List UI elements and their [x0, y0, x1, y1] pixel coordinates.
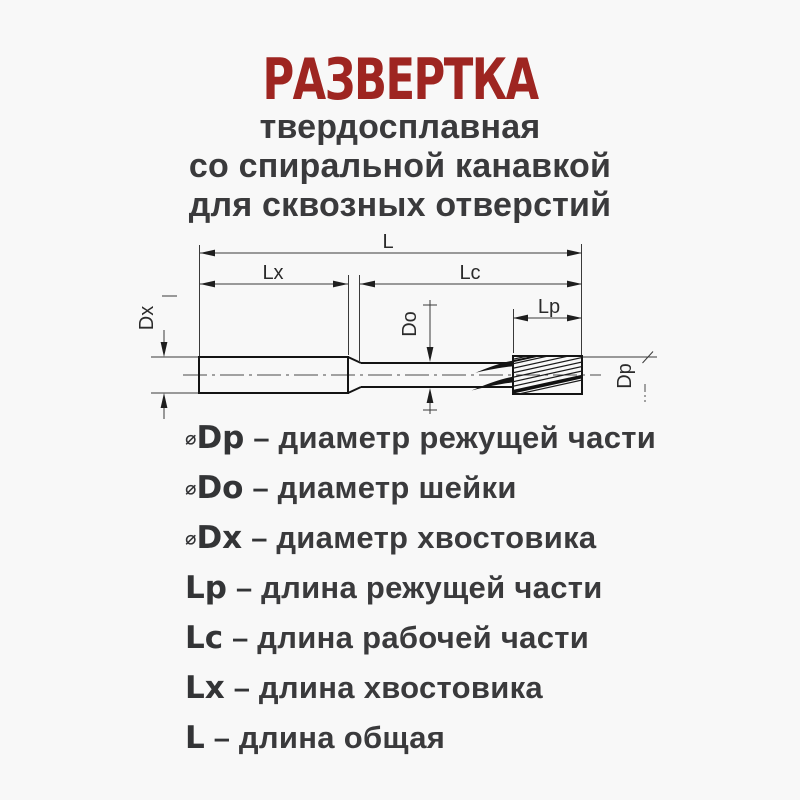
legend-dash: –: [253, 423, 270, 455]
flute-runout-lower: [472, 377, 514, 391]
legend-row-dp: [185, 413, 656, 463]
legend-term: Dx: [196, 520, 243, 556]
dim-label-Lx: Lx: [262, 262, 284, 284]
legend-term: Lc: [185, 620, 224, 656]
subtitle-line-1: твердосплавная: [259, 108, 541, 146]
dimension-Lx: [200, 262, 349, 287]
legend-dash: –: [252, 473, 269, 505]
legend-term: Do: [196, 470, 244, 506]
legend-dash: –: [232, 623, 249, 655]
dimension-Dx: [136, 296, 198, 419]
dimension-Dp: [583, 352, 657, 403]
legend-term: Dp: [196, 420, 245, 456]
legend-description: диаметр хвостовика: [276, 520, 597, 555]
legend-dash: –: [233, 673, 250, 705]
legend-row-dx: [185, 513, 656, 563]
legend-description: длина режущей части: [261, 570, 603, 605]
subtitle-line-3: для сквозных отверстий: [188, 186, 612, 224]
legend-row-l: [185, 713, 656, 763]
dimension-legend: [185, 413, 656, 763]
page-title: [0, 47, 800, 113]
reamer-body: [199, 342, 590, 397]
legend-dash: –: [251, 523, 268, 555]
dim-label-Do: Do: [399, 311, 421, 337]
legend-row-lx: [185, 663, 656, 713]
dim-label-Lc: Lc: [459, 262, 481, 284]
dimension-Do: [399, 300, 437, 414]
dim-label-Dx: Dx: [136, 305, 158, 331]
legend-description: длина хвостовика: [258, 670, 543, 705]
page-subtitle: [0, 108, 800, 225]
legend-row-do: [185, 463, 656, 513]
page-title-text: РАЗВЕРТКА: [262, 47, 538, 113]
dim-label-L: L: [382, 231, 394, 253]
legend-row-lc: [185, 613, 656, 663]
dim-label-Dp: Dp: [614, 363, 636, 389]
legend-description: диаметр режущей части: [278, 420, 657, 455]
legend-dash: –: [235, 573, 253, 605]
dimension-L: [200, 231, 583, 256]
spiral-flutes: [505, 342, 590, 397]
legend-dash: –: [213, 723, 230, 755]
reamer-technical-drawing: [130, 225, 705, 440]
diameter-symbol-icon: ⌀: [185, 527, 197, 550]
legend-term: L: [185, 720, 205, 756]
legend-term: Lx: [185, 670, 225, 706]
legend-description: длина общая: [238, 720, 446, 755]
extension-lines: [200, 244, 582, 361]
dim-label-Lp: Lp: [537, 296, 561, 318]
dimension-Lc: [360, 262, 583, 287]
legend-description: диаметр шейки: [277, 470, 517, 505]
subtitle-line-2: со спиральной канавкой: [188, 147, 612, 185]
legend-description: длина рабочей части: [257, 620, 590, 655]
legend-term: Lp: [185, 570, 227, 606]
diameter-symbol-icon: ⌀: [185, 477, 197, 500]
diameter-symbol-icon: ⌀: [185, 427, 197, 450]
legend-row-lp: [185, 563, 656, 613]
dimension-Lp: [513, 296, 582, 321]
